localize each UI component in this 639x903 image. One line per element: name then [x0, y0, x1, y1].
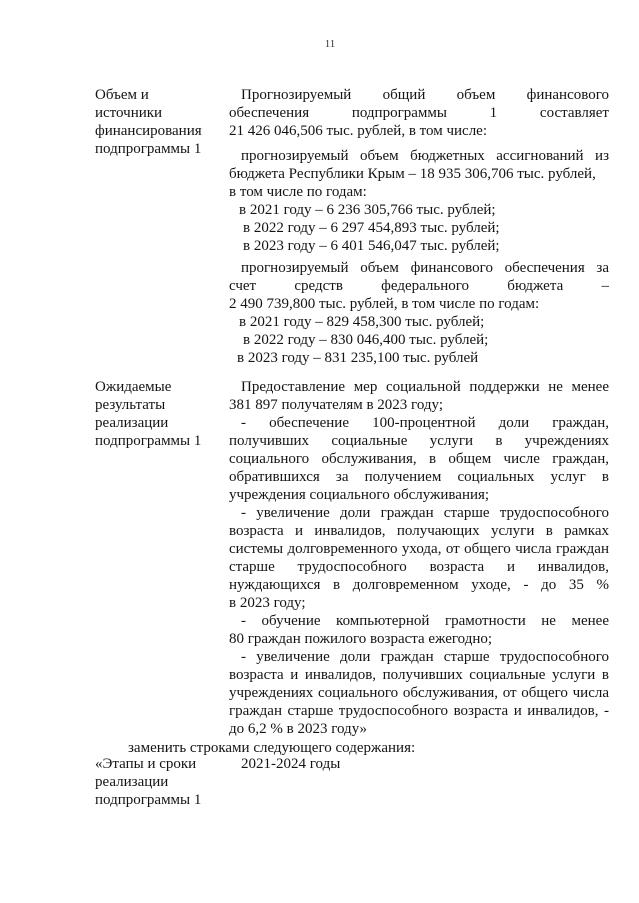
- results-paragraph-social-services: [229, 648, 609, 738]
- text-line: счет средств федерального бюджета –: [229, 278, 609, 294]
- budget-paragraph: [229, 147, 609, 201]
- label-line: подпрограммы 1: [95, 792, 202, 808]
- text-line: возраста и инвалидов, получивших социальные услуги в: [229, 667, 609, 683]
- label-line: Ожидаемые: [95, 379, 172, 395]
- label-line: реализации: [95, 415, 169, 431]
- text-line: получивших социальные услуги в учреждениях: [229, 433, 609, 449]
- text-line: прогнозируемый объем финансового обеспечения за: [241, 260, 609, 276]
- text-line: обратившихся за получением социальных услуг в: [229, 469, 609, 485]
- text-line: учреждениях социального обслуживания, от общего числа: [229, 685, 609, 701]
- budget-financing-block: [229, 147, 609, 255]
- results-paragraph-coverage: [229, 414, 609, 504]
- budget-years-list: [229, 201, 609, 255]
- text-line: обеспечения подпрограммы 1 составляет: [229, 105, 609, 121]
- label-line: подпрограммы 1: [95, 433, 202, 449]
- replace-instruction: заменить строками следующего содержания:: [128, 740, 416, 756]
- text-line: граждан старше трудоспособного возраста и инвалидов, -: [229, 703, 609, 719]
- stages-value: 2021-2024 годы: [241, 756, 341, 772]
- page-number: 11: [324, 38, 336, 50]
- text-line: социального обслуживания, в общем числе граждан,: [229, 451, 609, 467]
- text-line: в 2023 году;: [229, 595, 306, 611]
- text-line: возраста и инвалидов, получающих услуги в рамках: [229, 523, 609, 539]
- year-line: в 2021 году – 829 458,300 тыс. рублей;: [239, 314, 485, 330]
- label-line: результаты: [95, 397, 166, 413]
- text-line: - увеличение доли граждан старше трудоспособного: [241, 505, 609, 521]
- text-line: старше трудоспособного возраста и инвалидов,: [229, 559, 609, 575]
- text-line: бюджета Республики Крым – 18 935 306,706 тыс. рублей,: [229, 166, 596, 182]
- text-line: нуждающихся в долговременном уходе, - до 35 %: [229, 577, 609, 593]
- results-paragraph-support: [229, 378, 609, 414]
- label-line: финансирования: [95, 123, 202, 139]
- text-line: - обеспечение 100-процентной доли граждан,: [241, 415, 609, 431]
- text-line: до 6,2 % в 2023 году»: [229, 721, 368, 737]
- text-line: в том числе по годам:: [229, 184, 367, 200]
- text-line: системы долговременного ухода, от общего числа граждан: [229, 541, 609, 557]
- year-line: в 2023 году – 831 235,100 тыс. рублей: [237, 350, 479, 366]
- text-line: - увеличение доли граждан старше трудоспособного: [241, 649, 609, 665]
- year-line: в 2022 году – 830 046,400 тыс. рублей;: [243, 332, 489, 348]
- results-paragraph-longterm-care: [229, 504, 609, 612]
- text-line: 80 граждан пожилого возраста ежегодно;: [229, 631, 493, 647]
- text-line: 21 426 046,506 тыс. рублей, в том числе:: [229, 123, 488, 139]
- text-line: - обучение компьютерной грамотности не менее: [241, 613, 609, 629]
- text-line: Прогнозируемый общий объем финансового: [241, 87, 609, 103]
- federal-financing-block: [229, 259, 609, 367]
- text-line: прогнозируемый объем бюджетных ассигнований из: [241, 148, 609, 164]
- label-line: «Этапы и сроки: [95, 756, 197, 772]
- text-line: 381 897 получателям в 2023 году;: [229, 397, 443, 413]
- text-line: учреждения социального обслуживания;: [229, 487, 490, 503]
- label-line: Объем и: [95, 87, 149, 103]
- federal-years-list: [229, 313, 609, 367]
- label-line: источники: [95, 105, 163, 121]
- results-content: [229, 378, 609, 738]
- year-line: в 2021 году – 6 236 305,766 тыс. рублей;: [239, 202, 496, 218]
- text-line: Предоставление мер социальной поддержки не менее: [241, 379, 609, 395]
- total-financing-paragraph: [229, 86, 609, 140]
- text-line: 2 490 739,800 тыс. рублей, в том числе по годам:: [229, 296, 540, 312]
- section-label-financing: [95, 86, 225, 158]
- label-line: реализации: [95, 774, 169, 790]
- results-paragraph-computer-literacy: [229, 612, 609, 648]
- section-label-results: [95, 378, 225, 450]
- label-line: подпрограммы 1: [95, 141, 202, 157]
- section-label-stages: [95, 755, 225, 809]
- year-line: в 2022 году – 6 297 454,893 тыс. рублей;: [243, 220, 500, 236]
- federal-paragraph: [229, 259, 609, 313]
- financing-content: [229, 86, 609, 140]
- year-line: в 2023 году – 6 401 546,047 тыс. рублей;: [243, 238, 500, 254]
